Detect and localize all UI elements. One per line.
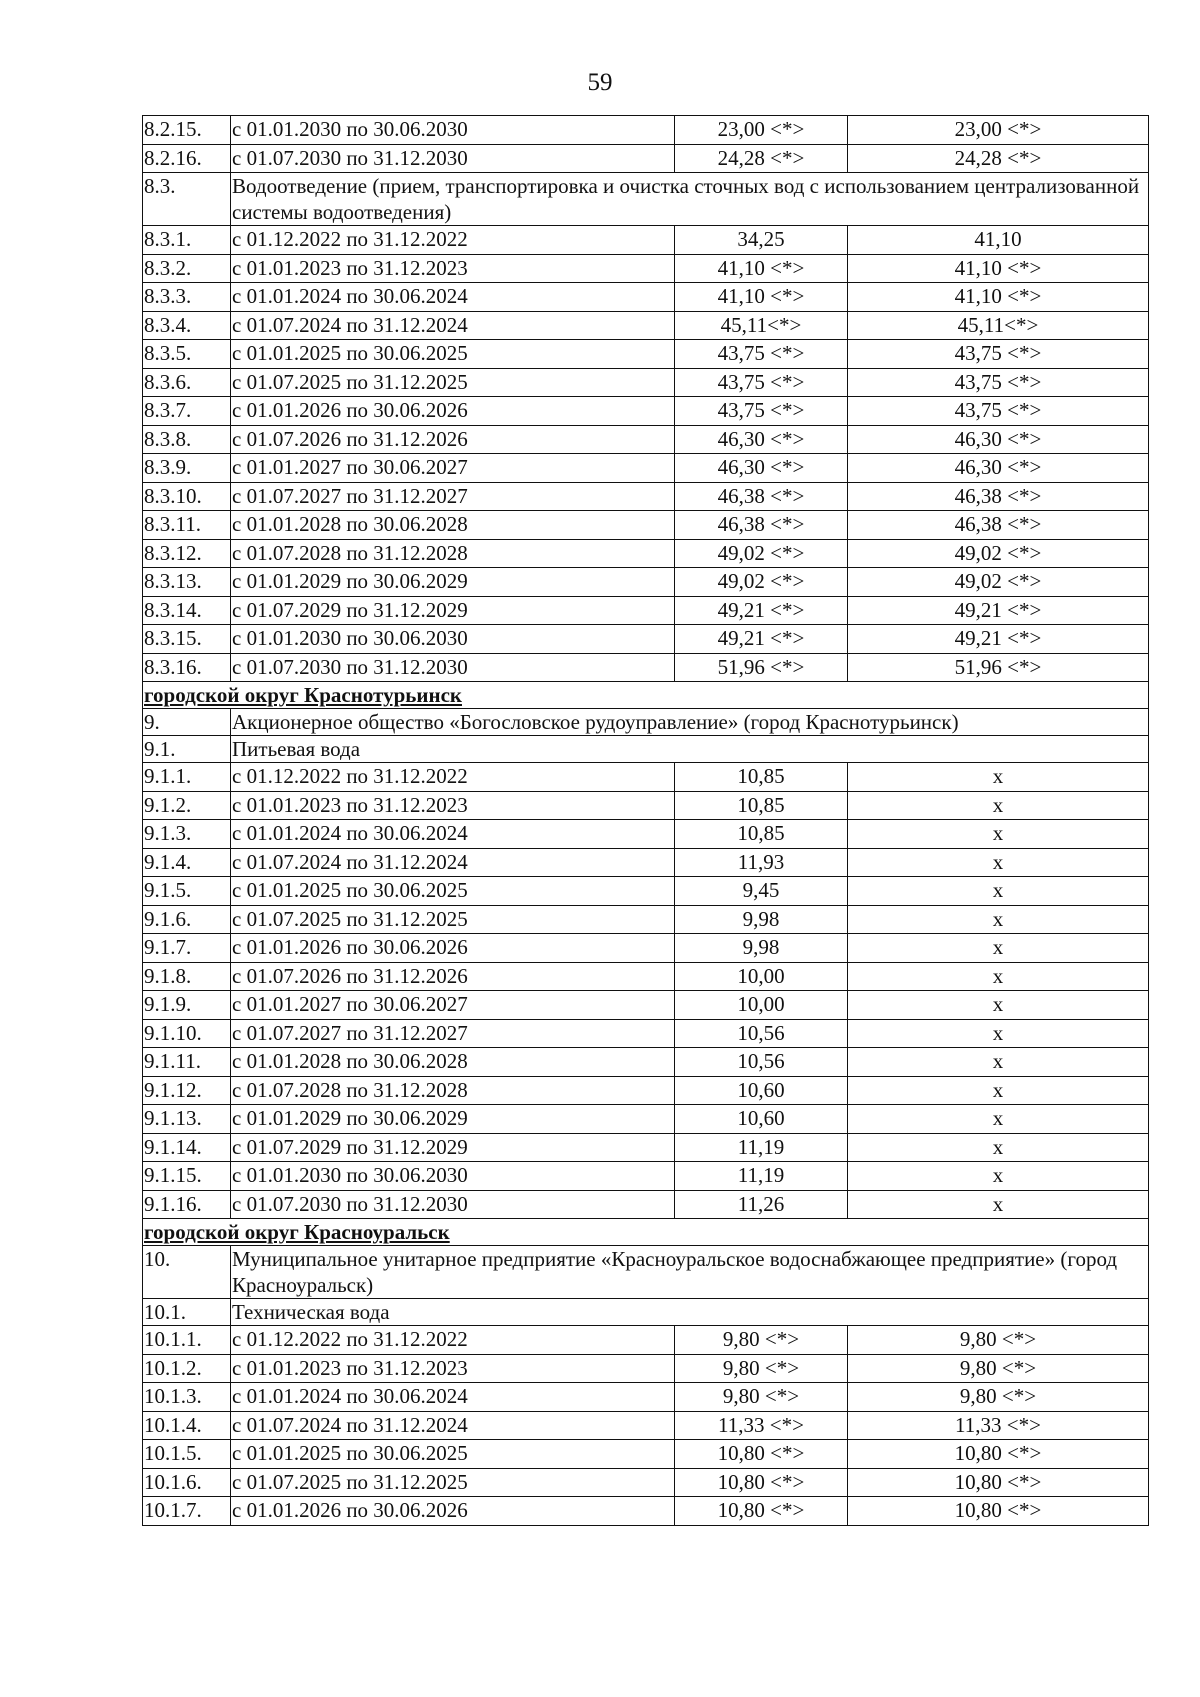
table-row xyxy=(143,1411,1149,1440)
table-row xyxy=(143,283,1149,312)
tariff-value-cell: 46,38 <*> xyxy=(675,482,848,511)
period-cell: с 01.01.2030 по 30.06.2030 xyxy=(231,625,675,654)
tariff-value-vat-cell: 9,80 <*> xyxy=(848,1326,1149,1355)
tariff-value-vat-cell: x xyxy=(848,991,1149,1020)
table-row xyxy=(143,596,1149,625)
tariff-value-vat-cell: 41,10 <*> xyxy=(848,283,1149,312)
tariff-table xyxy=(142,115,1149,1526)
tariff-value-vat-cell: x xyxy=(848,1019,1149,1048)
section-row xyxy=(143,1299,1149,1326)
tariff-value-cell: 10,60 xyxy=(675,1076,848,1105)
tariff-value-vat-cell: 49,21 <*> xyxy=(848,625,1149,654)
tariff-value-cell: 51,96 <*> xyxy=(675,653,848,682)
row-number: 9.1.10. xyxy=(143,1019,231,1048)
period-cell: с 01.01.2025 по 30.06.2025 xyxy=(231,340,675,369)
period-cell: с 01.07.2030 по 31.12.2030 xyxy=(231,653,675,682)
table-row xyxy=(143,625,1149,654)
tariff-value-cell: 10,56 xyxy=(675,1048,848,1077)
tariff-value-cell: 49,02 <*> xyxy=(675,539,848,568)
tariff-value-cell: 24,28 <*> xyxy=(675,144,848,173)
tariff-value-vat-cell: 23,00 <*> xyxy=(848,116,1149,145)
row-number: 9.1.16. xyxy=(143,1190,231,1219)
tariff-value-vat-cell: 24,28 <*> xyxy=(848,144,1149,173)
tariff-value-vat-cell: 49,21 <*> xyxy=(848,596,1149,625)
table-row xyxy=(143,877,1149,906)
tariff-value-cell: 11,19 xyxy=(675,1162,848,1191)
row-number: 8.3.11. xyxy=(143,511,231,540)
tariff-value-cell: 10,80 <*> xyxy=(675,1440,848,1469)
tariff-value-vat-cell: 46,30 <*> xyxy=(848,425,1149,454)
section-row xyxy=(143,1246,1149,1299)
tariff-value-cell: 46,38 <*> xyxy=(675,511,848,540)
section-row xyxy=(143,736,1149,763)
period-cell: с 01.01.2028 по 30.06.2028 xyxy=(231,1048,675,1077)
tariff-value-vat-cell: x xyxy=(848,905,1149,934)
tariff-value-vat-cell: x xyxy=(848,1076,1149,1105)
tariff-value-vat-cell: 49,02 <*> xyxy=(848,539,1149,568)
tariff-value-vat-cell: x xyxy=(848,791,1149,820)
district-cell xyxy=(143,1219,1149,1246)
period-cell: с 01.07.2029 по 31.12.2029 xyxy=(231,596,675,625)
tariff-value-cell: 10,00 xyxy=(675,991,848,1020)
tariff-value-cell: 41,10 <*> xyxy=(675,254,848,283)
tariff-value-vat-cell: 10,80 <*> xyxy=(848,1468,1149,1497)
row-number: 9.1.11. xyxy=(143,1048,231,1077)
table-row xyxy=(143,539,1149,568)
table-row xyxy=(143,848,1149,877)
row-number: 9.1.7. xyxy=(143,934,231,963)
period-cell: с 01.01.2026 по 30.06.2026 xyxy=(231,934,675,963)
table-row xyxy=(143,1326,1149,1355)
row-number: 8.3.15. xyxy=(143,625,231,654)
period-cell: с 01.12.2022 по 31.12.2022 xyxy=(231,226,675,255)
tariff-value-vat-cell: 46,30 <*> xyxy=(848,454,1149,483)
tariff-value-vat-cell: 51,96 <*> xyxy=(848,653,1149,682)
tariff-value-vat-cell: 43,75 <*> xyxy=(848,340,1149,369)
table-row xyxy=(143,962,1149,991)
row-number: 8.3.2. xyxy=(143,254,231,283)
row-number: 9.1.14. xyxy=(143,1133,231,1162)
row-number: 9. xyxy=(143,709,231,736)
tariff-value-cell: 11,93 xyxy=(675,848,848,877)
tariff-value-cell: 43,75 <*> xyxy=(675,368,848,397)
row-number: 8.3.3. xyxy=(143,283,231,312)
period-cell: с 01.07.2028 по 31.12.2028 xyxy=(231,1076,675,1105)
tariff-value-cell: 9,80 <*> xyxy=(675,1383,848,1412)
tariff-value-vat-cell: x xyxy=(848,1190,1149,1219)
table-row xyxy=(143,425,1149,454)
tariff-table-body xyxy=(143,116,1149,1526)
row-number: 9.1.3. xyxy=(143,820,231,849)
period-cell: с 01.01.2024 по 30.06.2024 xyxy=(231,1383,675,1412)
tariff-value-vat-cell: x xyxy=(848,1133,1149,1162)
period-cell: с 01.01.2026 по 30.06.2026 xyxy=(231,397,675,426)
row-number: 9.1. xyxy=(143,736,231,763)
row-number: 8.2.15. xyxy=(143,116,231,145)
period-cell: с 01.07.2025 по 31.12.2025 xyxy=(231,905,675,934)
tariff-value-cell: 41,10 <*> xyxy=(675,283,848,312)
table-row xyxy=(143,454,1149,483)
period-cell: с 01.01.2028 по 30.06.2028 xyxy=(231,511,675,540)
tariff-value-cell: 10,56 xyxy=(675,1019,848,1048)
tariff-value-vat-cell: x xyxy=(848,934,1149,963)
tariff-value-cell: 11,26 xyxy=(675,1190,848,1219)
section-title: Техническая вода xyxy=(231,1299,1149,1326)
table-row xyxy=(143,511,1149,540)
period-cell: с 01.01.2023 по 31.12.2023 xyxy=(231,791,675,820)
period-cell: с 01.01.2024 по 30.06.2024 xyxy=(231,283,675,312)
tariff-value-vat-cell: 46,38 <*> xyxy=(848,511,1149,540)
tariff-value-vat-cell: 45,11<*> xyxy=(848,311,1149,340)
row-number: 9.1.9. xyxy=(143,991,231,1020)
tariff-value-vat-cell: x xyxy=(848,820,1149,849)
period-cell: с 01.01.2027 по 30.06.2027 xyxy=(231,991,675,1020)
row-number: 8.3.9. xyxy=(143,454,231,483)
section-title: Акционерное общество «Богословское рудоуправление» (город Краснотурьинск) xyxy=(231,709,1149,736)
period-cell: с 01.01.2030 по 30.06.2030 xyxy=(231,1162,675,1191)
row-number: 9.1.1. xyxy=(143,763,231,792)
section-row xyxy=(143,173,1149,226)
tariff-value-cell: 9,45 xyxy=(675,877,848,906)
tariff-value-cell: 46,30 <*> xyxy=(675,454,848,483)
tariff-value-cell: 9,98 xyxy=(675,934,848,963)
period-cell: с 01.12.2022 по 31.12.2022 xyxy=(231,763,675,792)
tariff-value-cell: 49,21 <*> xyxy=(675,596,848,625)
period-cell: с 01.01.2024 по 30.06.2024 xyxy=(231,820,675,849)
row-number: 9.1.6. xyxy=(143,905,231,934)
period-cell: с 01.01.2029 по 30.06.2029 xyxy=(231,568,675,597)
row-number: 8.3.8. xyxy=(143,425,231,454)
table-row xyxy=(143,1105,1149,1134)
row-number: 8.3.10. xyxy=(143,482,231,511)
section-row xyxy=(143,709,1149,736)
row-number: 8.3. xyxy=(143,173,231,226)
table-row xyxy=(143,1162,1149,1191)
period-cell: с 01.01.2030 по 30.06.2030 xyxy=(231,116,675,145)
period-cell: с 01.07.2030 по 31.12.2030 xyxy=(231,144,675,173)
row-number: 10. xyxy=(143,1246,231,1299)
row-number: 8.3.5. xyxy=(143,340,231,369)
tariff-value-vat-cell: 10,80 <*> xyxy=(848,1497,1149,1526)
table-row xyxy=(143,820,1149,849)
row-number: 8.3.16. xyxy=(143,653,231,682)
table-row xyxy=(143,1190,1149,1219)
tariff-value-cell: 10,00 xyxy=(675,962,848,991)
row-number: 9.1.8. xyxy=(143,962,231,991)
period-cell: с 01.07.2030 по 31.12.2030 xyxy=(231,1190,675,1219)
row-number: 9.1.5. xyxy=(143,877,231,906)
tariff-value-vat-cell: 49,02 <*> xyxy=(848,568,1149,597)
table-row xyxy=(143,226,1149,255)
table-row xyxy=(143,482,1149,511)
row-number: 8.3.6. xyxy=(143,368,231,397)
row-number: 8.3.7. xyxy=(143,397,231,426)
tariff-value-cell: 9,80 <*> xyxy=(675,1326,848,1355)
district-cell xyxy=(143,682,1149,709)
tariff-value-vat-cell: x xyxy=(848,962,1149,991)
tariff-value-cell: 43,75 <*> xyxy=(675,397,848,426)
tariff-value-vat-cell: 10,80 <*> xyxy=(848,1440,1149,1469)
row-number: 9.1.15. xyxy=(143,1162,231,1191)
section-title: Муниципальное унитарное предприятие «Красноуральское водоснабжающее предприятие» (город Красноуральск) xyxy=(231,1246,1149,1299)
tariff-value-vat-cell: 9,80 <*> xyxy=(848,1354,1149,1383)
tariff-value-vat-cell: x xyxy=(848,1162,1149,1191)
period-cell: с 01.07.2024 по 31.12.2024 xyxy=(231,848,675,877)
tariff-value-vat-cell: 11,33 <*> xyxy=(848,1411,1149,1440)
table-row xyxy=(143,1076,1149,1105)
row-number: 10.1.2. xyxy=(143,1354,231,1383)
tariff-value-cell: 23,00 <*> xyxy=(675,116,848,145)
table-row xyxy=(143,1354,1149,1383)
table-row xyxy=(143,991,1149,1020)
period-cell: с 01.01.2029 по 30.06.2029 xyxy=(231,1105,675,1134)
row-number: 10.1.7. xyxy=(143,1497,231,1526)
row-number: 10.1.3. xyxy=(143,1383,231,1412)
row-number: 10.1.1. xyxy=(143,1326,231,1355)
table-row xyxy=(143,1383,1149,1412)
page-number: 59 xyxy=(587,69,613,96)
section-title: Питьевая вода xyxy=(231,736,1149,763)
period-cell: с 01.01.2023 по 31.12.2023 xyxy=(231,1354,675,1383)
row-number: 10.1.5. xyxy=(143,1440,231,1469)
period-cell: с 01.07.2025 по 31.12.2025 xyxy=(231,368,675,397)
tariff-value-cell: 10,60 xyxy=(675,1105,848,1134)
tariff-value-cell: 49,02 <*> xyxy=(675,568,848,597)
row-number: 9.1.4. xyxy=(143,848,231,877)
tariff-value-cell: 43,75 <*> xyxy=(675,340,848,369)
period-cell: с 01.07.2029 по 31.12.2029 xyxy=(231,1133,675,1162)
period-cell: с 01.12.2022 по 31.12.2022 xyxy=(231,1326,675,1355)
tariff-value-vat-cell: x xyxy=(848,1105,1149,1134)
tariff-value-cell: 34,25 xyxy=(675,226,848,255)
section-title: Водоотведение (прием, транспортировка и очистка сточных вод с использованием централизованной системы водоотведения) xyxy=(231,173,1149,226)
row-number: 10.1.4. xyxy=(143,1411,231,1440)
table-row xyxy=(143,653,1149,682)
tariff-value-cell: 11,19 xyxy=(675,1133,848,1162)
row-number: 8.3.13. xyxy=(143,568,231,597)
table-row xyxy=(143,1440,1149,1469)
tariff-value-vat-cell: 41,10 <*> xyxy=(848,254,1149,283)
district-title: городской округ Красноуральск xyxy=(144,1220,450,1244)
table-row xyxy=(143,1468,1149,1497)
tariff-value-cell: 10,80 <*> xyxy=(675,1497,848,1526)
row-number: 8.3.1. xyxy=(143,226,231,255)
tariff-value-cell: 10,85 xyxy=(675,820,848,849)
table-row xyxy=(143,1019,1149,1048)
tariff-value-vat-cell: x xyxy=(848,877,1149,906)
table-row xyxy=(143,1133,1149,1162)
table-row xyxy=(143,1497,1149,1526)
period-cell: с 01.07.2024 по 31.12.2024 xyxy=(231,1411,675,1440)
tariff-value-cell: 10,80 <*> xyxy=(675,1468,848,1497)
period-cell: с 01.01.2023 по 31.12.2023 xyxy=(231,254,675,283)
tariff-value-cell: 9,98 xyxy=(675,905,848,934)
row-number: 8.3.12. xyxy=(143,539,231,568)
period-cell: с 01.01.2025 по 30.06.2025 xyxy=(231,877,675,906)
row-number: 9.1.12. xyxy=(143,1076,231,1105)
tariff-value-cell: 11,33 <*> xyxy=(675,1411,848,1440)
table-row xyxy=(143,368,1149,397)
tariff-value-vat-cell: x xyxy=(848,763,1149,792)
district-row xyxy=(143,682,1149,709)
table-row xyxy=(143,397,1149,426)
tariff-value-vat-cell: 41,10 xyxy=(848,226,1149,255)
row-number: 10.1.6. xyxy=(143,1468,231,1497)
table-row xyxy=(143,934,1149,963)
tariff-value-cell: 10,85 xyxy=(675,791,848,820)
tariff-value-vat-cell: 46,38 <*> xyxy=(848,482,1149,511)
period-cell: с 01.07.2026 по 31.12.2026 xyxy=(231,962,675,991)
row-number: 9.1.13. xyxy=(143,1105,231,1134)
period-cell: с 01.07.2027 по 31.12.2027 xyxy=(231,482,675,511)
tariff-value-cell: 10,85 xyxy=(675,763,848,792)
row-number: 9.1.2. xyxy=(143,791,231,820)
table-row xyxy=(143,144,1149,173)
period-cell: с 01.07.2026 по 31.12.2026 xyxy=(231,425,675,454)
tariff-value-vat-cell: 43,75 <*> xyxy=(848,368,1149,397)
row-number: 8.3.4. xyxy=(143,311,231,340)
table-row xyxy=(143,116,1149,145)
period-cell: с 01.07.2024 по 31.12.2024 xyxy=(231,311,675,340)
tariff-value-cell: 9,80 <*> xyxy=(675,1354,848,1383)
period-cell: с 01.01.2026 по 30.06.2026 xyxy=(231,1497,675,1526)
tariff-value-cell: 45,11<*> xyxy=(675,311,848,340)
table-row xyxy=(143,763,1149,792)
table-row xyxy=(143,568,1149,597)
tariff-value-vat-cell: x xyxy=(848,1048,1149,1077)
table-row xyxy=(143,1048,1149,1077)
district-row xyxy=(143,1219,1149,1246)
table-row xyxy=(143,791,1149,820)
period-cell: с 01.07.2027 по 31.12.2027 xyxy=(231,1019,675,1048)
period-cell: с 01.07.2028 по 31.12.2028 xyxy=(231,539,675,568)
tariff-value-vat-cell: x xyxy=(848,848,1149,877)
tariff-value-cell: 46,30 <*> xyxy=(675,425,848,454)
table-row xyxy=(143,340,1149,369)
table-row xyxy=(143,905,1149,934)
tariff-value-cell: 49,21 <*> xyxy=(675,625,848,654)
tariff-value-vat-cell: 43,75 <*> xyxy=(848,397,1149,426)
period-cell: с 01.01.2027 по 30.06.2027 xyxy=(231,454,675,483)
tariff-value-vat-cell: 9,80 <*> xyxy=(848,1383,1149,1412)
district-title: городской округ Краснотурьинск xyxy=(144,683,462,707)
table-row xyxy=(143,254,1149,283)
table-row xyxy=(143,311,1149,340)
period-cell: с 01.01.2025 по 30.06.2025 xyxy=(231,1440,675,1469)
row-number: 8.2.16. xyxy=(143,144,231,173)
row-number: 8.3.14. xyxy=(143,596,231,625)
period-cell: с 01.07.2025 по 31.12.2025 xyxy=(231,1468,675,1497)
row-number: 10.1. xyxy=(143,1299,231,1326)
